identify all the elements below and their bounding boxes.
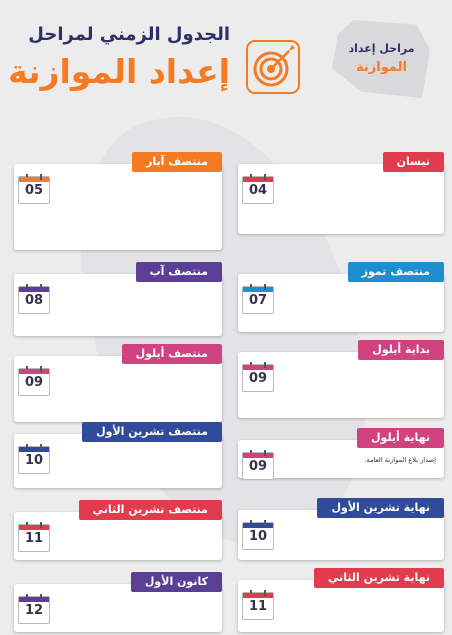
calendar-icon [242, 364, 274, 392]
step-number: 10 [24, 453, 44, 468]
header [0, 0, 452, 140]
timeline-card [14, 422, 222, 488]
card-title: منتصف تموز [348, 262, 444, 282]
timeline-card [14, 152, 222, 250]
calendar-icon [18, 286, 50, 314]
page-title: الجدول الزمني لمراحل [28, 24, 230, 45]
timeline-card [238, 340, 444, 418]
calendar-icon [242, 176, 274, 204]
calendar-icon [18, 446, 50, 474]
card-box [14, 274, 222, 336]
card-title: منتصف أيلول [122, 344, 222, 364]
card-title: منتصف تشرين الثاني [79, 500, 222, 520]
page-subtitle: إعداد الموازنة [8, 52, 230, 91]
timeline-card [14, 500, 222, 560]
badge-line2: الموازنة [356, 60, 407, 75]
calendar-icon [18, 524, 50, 552]
calendar-icon [18, 176, 50, 204]
card-box [238, 274, 444, 332]
badge-line1: مراحل إعداد [348, 42, 415, 55]
card-title: بداية أيلول [358, 340, 444, 360]
timeline-card [238, 568, 444, 632]
step-number: 09 [24, 375, 44, 390]
timeline-card [14, 262, 222, 336]
calendar-icon [18, 368, 50, 396]
badge-map-shape [332, 20, 430, 98]
step-number: 09 [248, 371, 268, 386]
card-title: نهاية تشرين الأول [317, 498, 444, 518]
target-arrow-icon [246, 40, 300, 94]
calendar-icon [242, 522, 274, 550]
timeline-card [14, 572, 222, 632]
step-number: 12 [24, 603, 44, 618]
step-number: 05 [24, 183, 44, 198]
timeline-card [238, 262, 444, 332]
timeline-card [238, 498, 444, 560]
card-box [238, 164, 444, 234]
card-title: منتصف آيار [132, 152, 222, 172]
timeline-card [238, 152, 444, 234]
step-number: 09 [248, 459, 268, 474]
step-number: 07 [248, 293, 268, 308]
timeline-card [14, 344, 222, 422]
calendar-icon [18, 596, 50, 624]
calendar-icon [242, 452, 274, 480]
card-text: إصدار بلاغ الموازنة العامة. [364, 456, 436, 464]
step-number: 11 [248, 599, 268, 614]
step-number: 10 [248, 529, 268, 544]
card-box [14, 164, 222, 250]
card-title: منتصف تشرين الأول [82, 422, 222, 442]
card-box [238, 352, 444, 418]
card-box [14, 434, 222, 488]
calendar-icon [242, 286, 274, 314]
card-title: نيسان [383, 152, 444, 172]
step-number: 11 [24, 531, 44, 546]
calendar-icon [242, 592, 274, 620]
card-title: نهاية تشرين الثاني [314, 568, 444, 588]
step-number: 04 [248, 183, 268, 198]
step-number: 08 [24, 293, 44, 308]
timeline-card [238, 428, 444, 478]
card-title: نهاية أيلول [357, 428, 444, 448]
card-title: كانون الأول [131, 572, 222, 592]
card-box [14, 356, 222, 422]
card-title: منتصف آب [136, 262, 222, 282]
